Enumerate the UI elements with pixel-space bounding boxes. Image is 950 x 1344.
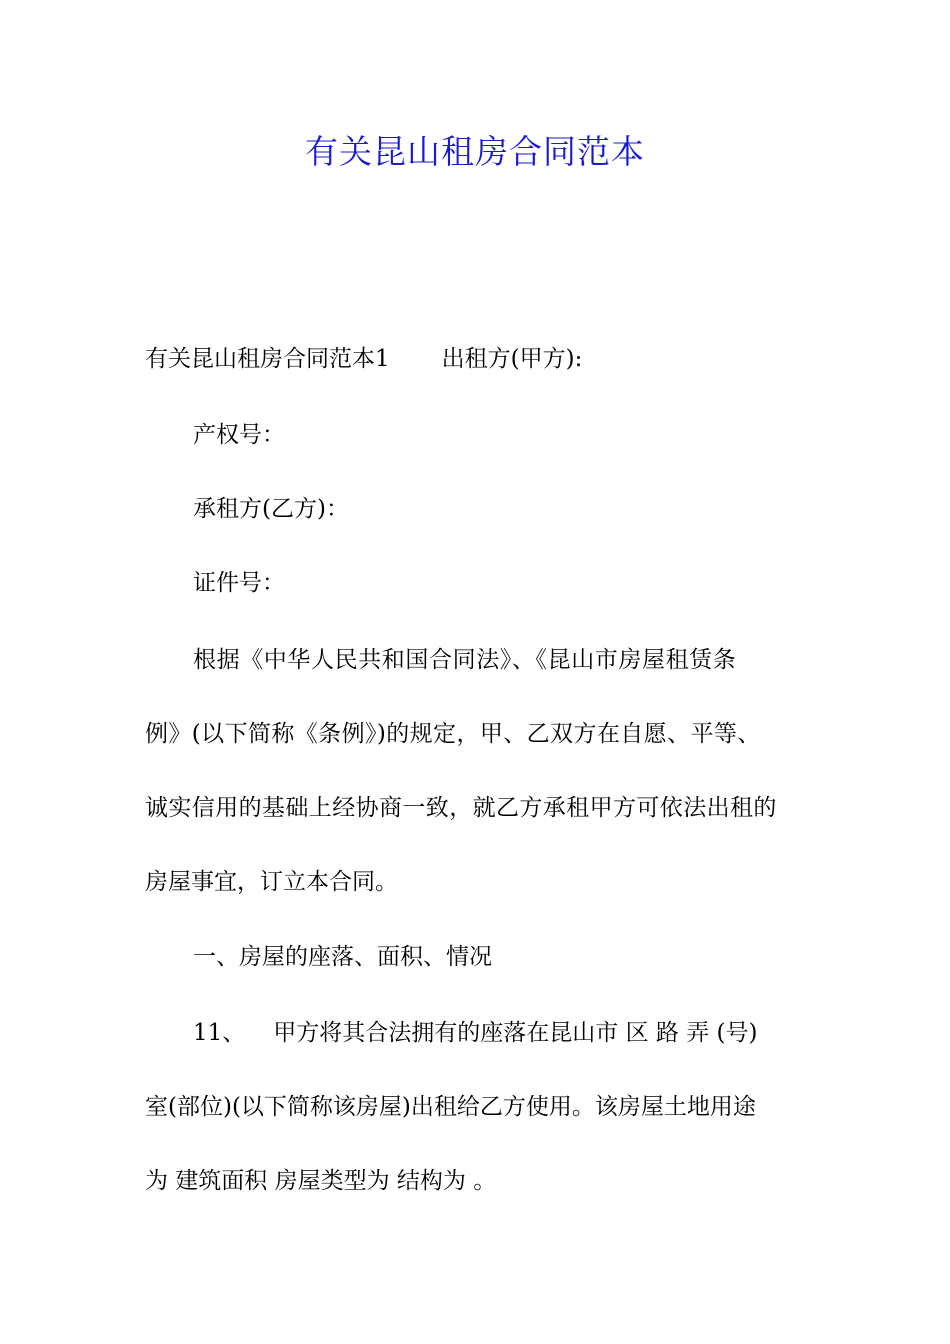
clause-1-line-2: 室(部位)(以下简称该房屋)出租给乙方使用。该房屋土地用途 [145,1094,756,1120]
paragraph-1-line-1: 根据《中华人民共和国合同法》、《昆山市房屋租赁条 [193,647,737,673]
paragraph-1-line-2: 例》(以下简称《条例》)的规定，甲、乙双方在自愿、平等、 [145,721,761,747]
clause-text: 甲方将其合法拥有的座落在昆山市 区 路 弄 (号) [273,1020,758,1046]
section-1-heading: 一、房屋的座落、面积、情况 [193,944,492,970]
document-title: 有关昆山租房合同范本 [305,132,645,171]
section-label: 有关昆山租房合同范本1 [145,346,390,372]
clause-1-line-3: 为 建筑面积 房屋类型为 结构为 。 [145,1168,497,1194]
id-number-line: 证件号： [193,570,285,596]
clause-number: 11、 [193,1020,246,1046]
lessee-line: 承租方(乙方)： [193,496,349,522]
lessor-label: 出租方(甲方): [441,346,583,372]
heading-line [145,342,825,376]
property-number-line: 产权号： [193,422,285,448]
clause-1-line-1 [193,1016,873,1050]
paragraph-1-line-4: 房屋事宜，订立本合同。 [145,869,398,895]
paragraph-1-line-3: 诚实信用的基础上经协商一致，就乙方承租甲方可依法出租的 [145,795,777,821]
